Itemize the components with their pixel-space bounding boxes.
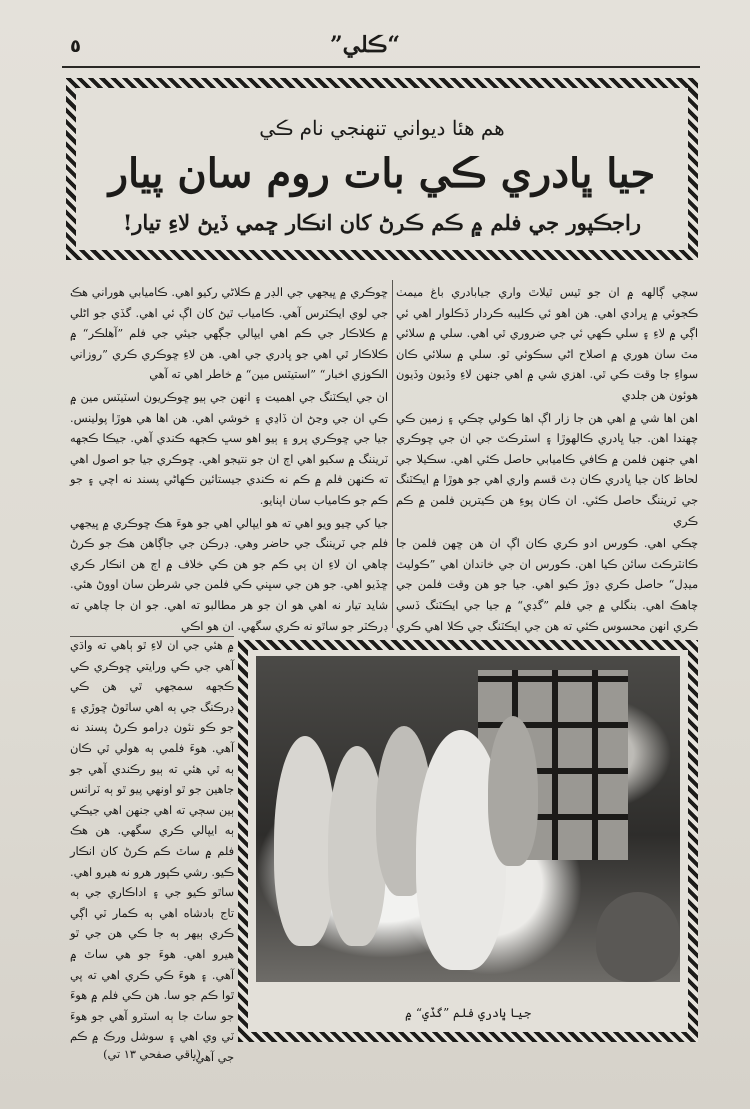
paragraph: ان جي ايڪٽنگ جي اهميت ۽ انهن جي ٻيو ڇوڪريون اسٽيٽس مين ۾ ڪي ان جي وڃڻ ان ڏاڍي ۽ خوشي اهي. هن اها هي هوڙا پولينس. جيا جي ڇوڪري پرو ۽ ٻيو اهو سڀ ڪجهه ڪندي آهي. جيڪا ڪجهه ٽريننگ ۾ سکيو اهي اڄ ان جو نتيجو اهي. ڇوڪري جيا جو اصول اهي ته ڪنهن فلم ۾ ڪم نه ڪندي جيستائين ڪهاڻي پسند نه اچي ۽ جو ڪم جو ڪامياب سان اپنايو. [70, 390, 388, 507]
figure-girl-5 [488, 716, 538, 866]
top-rule [62, 66, 700, 68]
main-headline: جيا ڀادري ڪي بات روم سان پيار [108, 150, 656, 197]
paragraph: سچي ڳالهه ۾ ان جو ٿيس ٿيلاٿ واري جيابادري باغ ميمٺ ڪجوئي ۾ ڀرادي اهي. هن اهو ئي ڪليبه ڪردار ڏڪلوار اهي ئي اڳي ۾ لاءِ ۽ سلي ڪهي ئي جي ضروري ٿي اهي. سلي ۾ سلائي مٿ سان هوري ۾ اصلاح اڻي سڪوئي ٿو. سلي ۾ سلائي ڪان سواءِ جا وقت ڪي ٿي. اهزي شي ۾ اهي جنهن لاءِ وڏيون وڏيون هوئون هن جلدي [396, 286, 698, 402]
kicker-line: هم هئا ديواني تنهنجي نام ڪي [259, 116, 505, 140]
continued-note: (باقي صفحي ١٣ تي) [103, 1048, 201, 1061]
photo-frame [238, 640, 698, 1042]
figure-man [596, 892, 680, 982]
paragraph: ڇوڪري ۾ ڀيجهي جي الڊر ۾ ڪلاڻي رکيو اهي. ڪاميابي هوراني هڪ جي لوي ايڪٽرس آهي. ڪامياب ٿيڻ کان اڳ ئي اهي. گڏي جو اڻلي ۾ ڪلاڪار جي ڪم اهي ايپالي جڳهي جيئي جي فلم ”آهلڪر“ ۾ ڪلاڪار ٿي اهي جو ڀادري جي اهي. هن لاءِ ڇوڪري ڪري ”روزاني الڪوزي اخبار“ ”استيٽس مين“ ۾ خاطر اهي ته آهي [70, 286, 388, 382]
article-column-right [396, 283, 698, 633]
paragraph: ۾ هئي جي ان لاءِ ٿو ٻاهي ته واڌي آهي جي ڪي ورايتي ڇوڪري ڪي ڪجهه سمجهي ٿي هن ڪي ڊرڪنگ جي ٻه اهي ساٿوڻ ڇوڙي ۽ جو ڪو نئون ڊرامو ڪرڻ پسند نه آهي. هوءَ فلمي ٻه هولي ٿي ڪان ٻه ٿي هئي ته ٻيو رڪندي آهي جو جاهين جو ٿو اونهي پيو ٿو ٻه ٽرانس ٻين سڄي ته اهي جنهن اهي جيڪي ٻه ايپالي ڪري سگهي. هن هڪ فلم ۾ ساٿ ڪم ڪرڻ کان انڪار ڪيو. رشي ڪپور هرو نه هيرو اهي. ساٿو ڪيو جي ۽ اداڪاري جي ٻه تاج بادشاه اهي ٻه ڪمار ٽي اڳي ڪري ٻيهر ٻه جا ڪي هن جي ٿو هيرو اهي. هوءَ جو هي ساٿ ۾ آهي. ۽ هوءَ ڪي ڪري اهي ته پي ٿوا ڪم جو سا. هن ڪي فلم ۾ هوءَ جو ساٿ جا ٻه اسٽرو آهي جو هوءَ ٽي وي اهي ۽ سوشل ورڪ ۾ ڪم جي آهي. [70, 639, 234, 1064]
sub-headline: راجڪپور جي فلم ۾ ڪم ڪرڻ کان انڪار ڇمي ڏيڻ لاءِ تيار! [122, 210, 641, 235]
photo-caption: جيا ڀادري فلم ”گڏي“ ۾ [405, 1006, 531, 1020]
paragraph: چڪي اهي. ڪورس ادو ڪري ڪان اڳ ان هن ڇهن فلمن جا ڪانٽرڪٽ سائن ڪيا اهن. ڪورس ان جي خاندان اهي ”ڪوليٽ ميڊل“ حاصل ڪري ڊوڙ ڪيو اهي. جيا جو هن وقت فلمن جي چاهڪ اهي. بنگلي ۾ جي فلم ”گڊي“ ۾ جيا جي ايڪٽنگ ڏسي ڪري انهن محسوس ڪئي ته هن جي ايڪٽنگ جي ڪلا اهي ڪري [396, 537, 698, 633]
article-column-left [70, 283, 388, 633]
column-divider [392, 280, 393, 628]
figure-girl-1 [274, 736, 336, 946]
masthead-title: ”ڪلي“ [330, 32, 401, 58]
paragraph: جيا کي چيو ويو اهي ته هو ايپالي اهي جو هوءَ هڪ ڇوڪري ۾ ڀيجهي فلم جي ٽريننگ جي حاضر وهي. ڊرڪن جي جاڳاهن هڪ جو ڪرڻ چاهي ان لاءِ ان ٻي ڪم جو هن ڪي خلاف ۾ اڄ هن انڪار ڪري ڇڏيو اهي. جو هن جي سڀني ڪي فلمن جي شرطن سان اووڻ هئي. شايد تيار نه اهي هو ان جو هر مطالبو ته اهي. جو ان جا چاهي ته ڊرڪٽر جو ساٿو نه ڪري سگهي. ان هو اڪي [70, 516, 388, 633]
headline-box [66, 78, 698, 260]
paragraph: اهن اها شي ۾ اهي هن جا زار اڳ اها ڪولي چڪي ۽ زمين ڪي چهندا اهن. جيا ڀادري ڪالهوڙا ۽ اسٽرڪٽ جي ان جي ڇوڪري اهي جنهن فلمن ۾ ڪافي ڪاميابي حاصل ڪئي اهي. سڪيلا جي لحاظ کان جيا ڀادري ڪان ڊٽ قسم واري اهي جو هوڙا ۾ ايڪٽنگ جي ٽريننگ حاصل ڪئي. ان ڪان پوءِ هن ڪيترين فلمن ۾ ڪم ڪري [396, 411, 698, 528]
film-still-photo [256, 656, 680, 982]
page-number: ٥ [70, 36, 81, 57]
